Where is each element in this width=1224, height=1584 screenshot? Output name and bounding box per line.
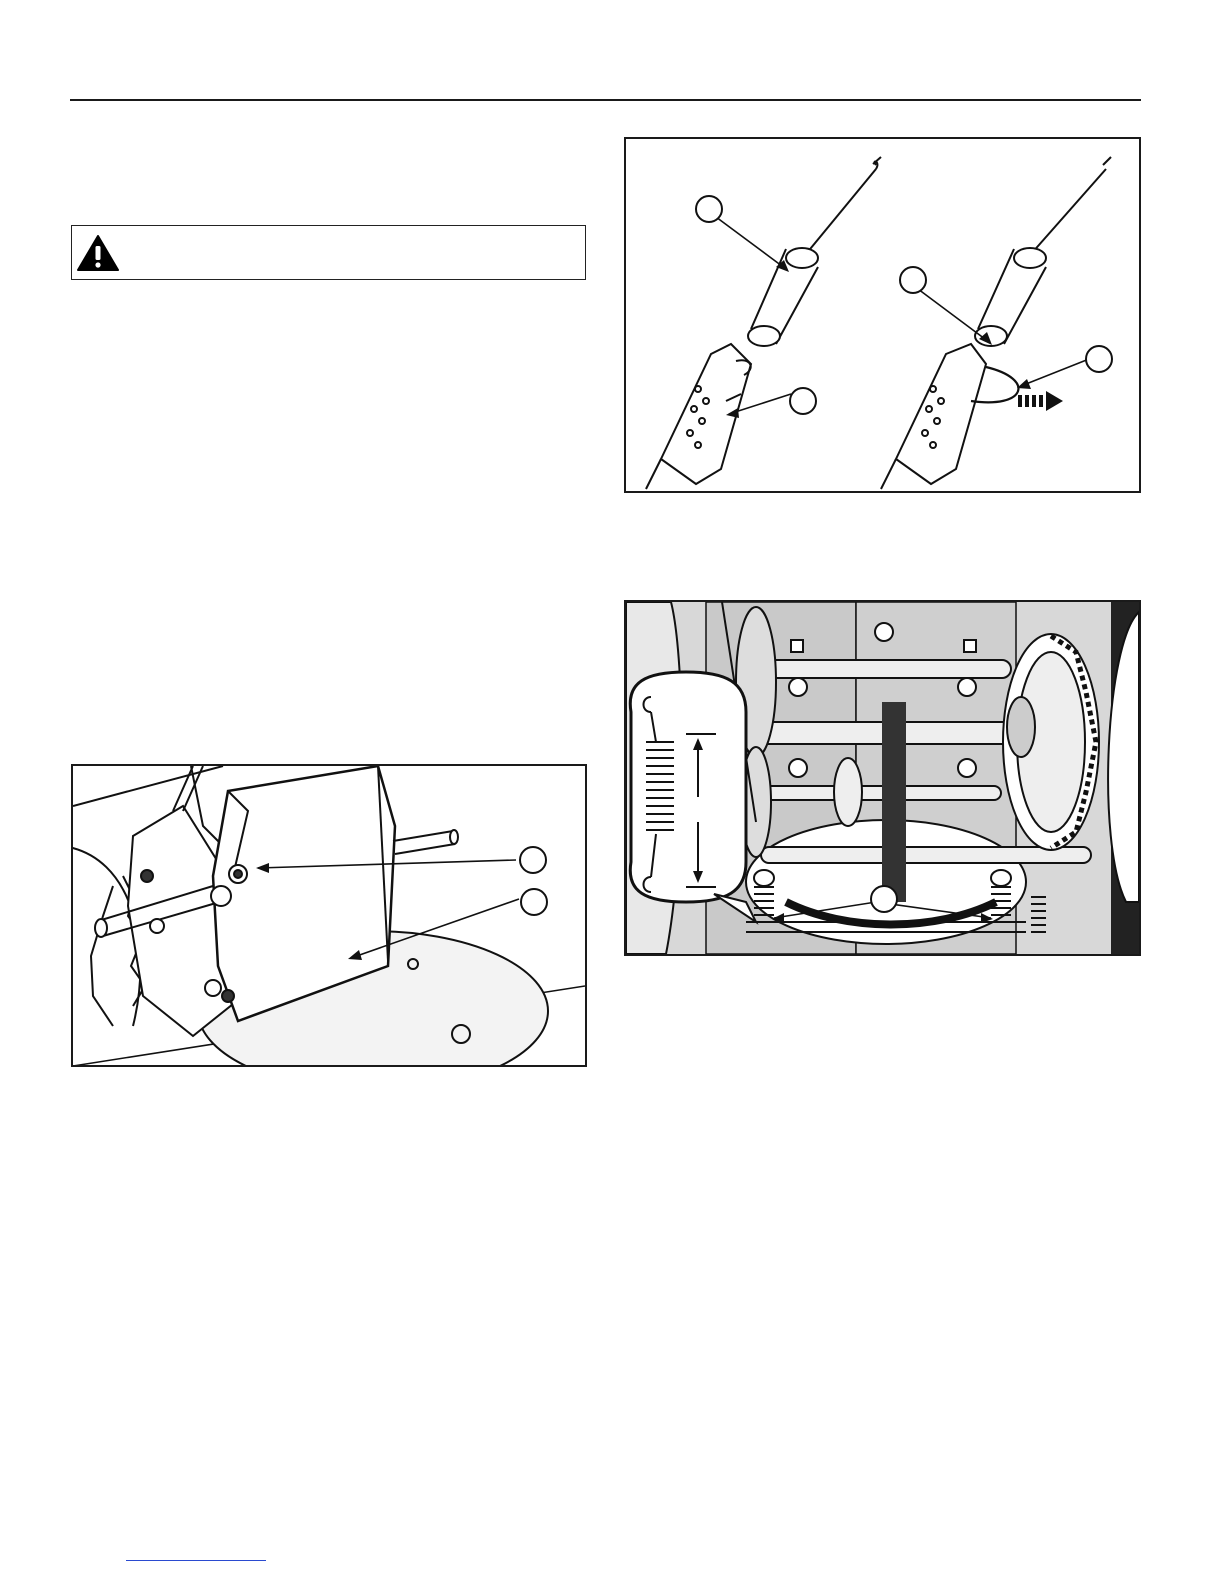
chute-shroud-illustration	[73, 766, 585, 1065]
spring-pulley-illustration	[626, 602, 1139, 954]
header-rule	[70, 99, 1141, 101]
footer-link-underline[interactable]	[126, 1560, 266, 1561]
shroud-figure	[71, 764, 587, 1067]
warning-triangle-icon	[76, 234, 120, 272]
warning-box	[71, 225, 586, 280]
cable-figure	[624, 137, 1141, 493]
cable-bracket-illustration	[626, 139, 1139, 491]
spring-figure	[624, 600, 1141, 956]
